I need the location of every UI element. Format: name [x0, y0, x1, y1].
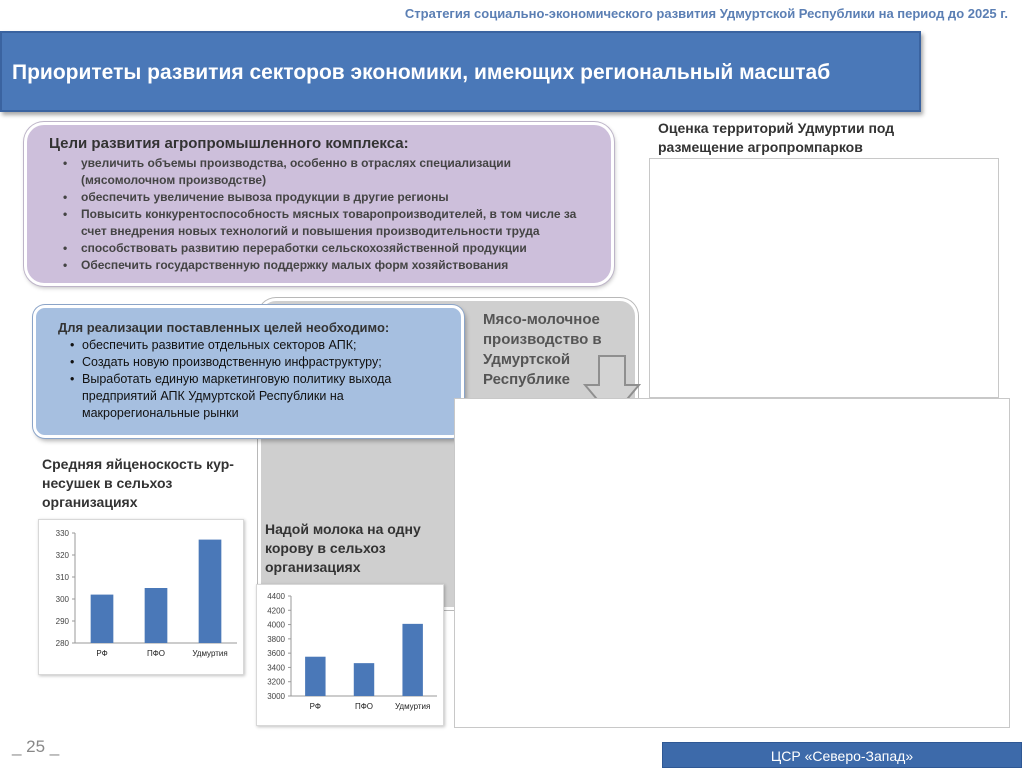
meat-dairy-label: Мясо-молочное производство в Удмуртской Республике: [483, 311, 602, 388]
x-tick-label: ПФО: [146, 649, 166, 658]
bar: [145, 588, 168, 643]
need-item: • Выработать единую маркетинговую политику выхода предприятий АПК Удмуртской Республики на макрорегиональные рынки: [82, 371, 451, 422]
egg-chart-svg: [39, 520, 245, 676]
y-tick-label: 4400: [267, 592, 285, 601]
goal-item: • Обеспечить государственную поддержку малых форм хозяйствования: [81, 257, 597, 274]
y-tick-label: 4200: [267, 606, 285, 616]
y-tick-label: 310: [55, 573, 69, 582]
agropark-assessment-chart-image: [649, 158, 999, 398]
y-tick-label: 3600: [267, 649, 285, 659]
y-tick-label: 330: [55, 529, 69, 538]
x-tick-label: РФ: [96, 649, 108, 658]
bar: [354, 663, 374, 696]
page-number: _ 25 _: [12, 737, 60, 756]
bar: [402, 624, 422, 696]
needs-heading: Для реализации поставленных целей необходимо:: [58, 320, 390, 335]
footer-org-badge: ЦСР «Северо-Запад»: [662, 742, 1022, 768]
maps-and-forecast-image: [454, 398, 1010, 728]
goal-item: • способствовать развитию переработки сельскохозяйственной продукции: [81, 240, 597, 257]
y-tick-label: 290: [55, 617, 69, 626]
egg-chart-title: Средняя яйценоскость кур-несушек в сельхоз организациях: [42, 456, 234, 510]
milk-chart-svg: [257, 585, 445, 727]
x-tick-label: ПФО: [354, 702, 374, 711]
milk-chart: [256, 584, 444, 726]
y-tick-label: 3800: [267, 634, 285, 644]
needs-list: [58, 337, 451, 422]
needs-box: [33, 305, 464, 438]
assessment-title: Оценка территорий Удмуртии под размещение агропромпарков: [658, 120, 895, 155]
y-tick-label: 3400: [267, 663, 285, 673]
goals-box: [24, 122, 614, 286]
need-item: • обеспечить развитие отдельных секторов АПК;: [82, 337, 451, 354]
milk-chart-title: Надой молока на одну корову в сельхоз организациях: [265, 521, 421, 575]
x-tick-label: Удмуртия: [192, 649, 228, 658]
goal-item: • увеличить объемы производства, особенно в отраслях специализации (мясомолочном производстве): [81, 155, 597, 189]
y-tick-label: 3000: [267, 692, 285, 701]
goal-item: • обеспечить увеличение вывоза продукции в другие регионы: [81, 189, 597, 206]
y-tick-label: 300: [55, 595, 69, 604]
egg-chart: [38, 519, 244, 675]
x-tick-label: РФ: [309, 702, 321, 711]
y-tick-label: 3200: [267, 677, 285, 687]
y-tick-label: 320: [55, 551, 69, 560]
page-title: Приоритеты развития секторов экономики, имеющих региональный масштаб: [12, 61, 831, 84]
goals-list: [49, 155, 597, 274]
title-banner: [0, 31, 921, 112]
y-tick-label: 280: [55, 639, 69, 648]
need-item: • Создать новую производственную инфраструктуру;: [82, 354, 451, 371]
bar: [199, 540, 222, 643]
bar: [305, 657, 325, 696]
x-tick-label: Удмуртия: [394, 702, 431, 711]
goal-item: • Повысить конкурентоспособность мясных товаропроизводителей, в том числе за счет внедрения новых технологий и повышения производительности труда: [81, 206, 597, 240]
bar: [91, 595, 114, 643]
strategy-subtitle: Стратегия социально-экономического развития Удмуртской Республики на период до 2025 г.: [404, 6, 1008, 21]
y-tick-label: 4000: [267, 620, 285, 630]
goals-heading: Цели развития агропромышленного комплекса:: [49, 135, 409, 152]
